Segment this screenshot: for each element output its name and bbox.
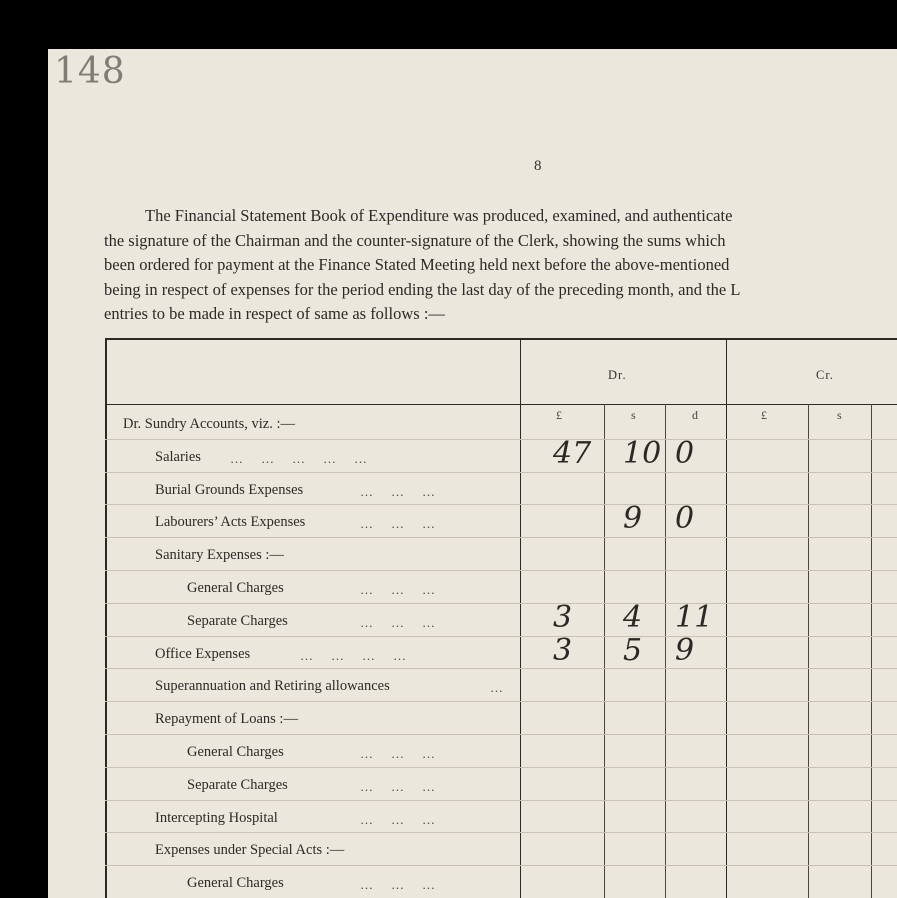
row-label: Salaries [155, 448, 201, 465]
row-label: Dr. Sundry Accounts, viz. :— [123, 416, 295, 432]
leader-dots: … … … … [300, 647, 407, 663]
dr-pence-rule [665, 404, 666, 898]
row-label: Labourers’ Acts Expenses [155, 514, 306, 531]
dr-column-rule [520, 338, 521, 898]
leader-dots: … … … [360, 877, 436, 893]
ruled-line [105, 570, 897, 571]
row-label: Intercepting Hospital [155, 809, 278, 826]
handwritten-pence: 0 [675, 501, 695, 537]
row-label: Office Expenses [155, 645, 251, 662]
page-number: 8 [534, 158, 542, 174]
ruled-line [105, 603, 897, 604]
row-label: Expenses under Special Acts :— [155, 842, 345, 859]
leader-dots: … … … [360, 582, 436, 597]
row-label: Superannuation and Retiring allowances [155, 678, 390, 695]
cr-shillings-rule [808, 404, 809, 898]
handwritten-pounds: 3 [553, 599, 573, 635]
paragraph-line: the signature of the Chairman and the counter-signature of the Clerk, showing the sums which [104, 230, 726, 250]
row-label: General Charges [187, 875, 284, 892]
ruled-line [105, 439, 897, 440]
row-label: Separate Charges [187, 612, 288, 629]
dr-header: Dr. [608, 368, 627, 382]
paragraph-line: entries to be made in respect of same as follows :— [104, 304, 445, 323]
ruled-line [105, 668, 897, 669]
ruled-line [105, 832, 897, 833]
ruled-line [105, 472, 897, 473]
cr-pence-rule [871, 404, 872, 898]
leader-dots: … … … [360, 778, 436, 794]
ruled-line [105, 636, 897, 637]
row-label: Burial Grounds Expenses [155, 481, 304, 498]
ruled-line [105, 800, 897, 801]
handwritten-shillings: 5 [623, 632, 643, 668]
ledger-page [48, 49, 897, 898]
cr-pounds-unit: £ [761, 408, 767, 422]
leader-dots: … … … [360, 614, 436, 630]
table-top-rule [105, 338, 897, 340]
dr-pounds-unit: £ [556, 408, 562, 422]
header-rule [105, 404, 897, 405]
handwritten-pence: 9 [675, 632, 695, 668]
cr-shillings-unit: s [837, 408, 842, 422]
row-label: General Charges [187, 580, 284, 596]
handwritten-shillings: 9 [623, 501, 643, 537]
leader-dots: … … … [360, 516, 436, 532]
leader-dots: … … … [360, 746, 436, 761]
dr-shillings-unit: s [631, 408, 636, 422]
ruled-line [105, 865, 897, 866]
handwritten-shillings: 4 [623, 599, 643, 635]
paragraph-line: been ordered for payment at the Finance Stated Meeting held next before the above-mentioned [104, 255, 730, 274]
handwritten-pence: 0 [675, 435, 695, 471]
ruled-line [105, 701, 897, 702]
leader-dots: … … … … … [230, 450, 368, 466]
ledger-table [105, 338, 897, 898]
dr-pence-unit: d [692, 408, 698, 422]
row-label: Sanitary Expenses :— [155, 547, 284, 564]
leader-dots: … … … [360, 811, 436, 827]
leader-dots: … [490, 680, 504, 696]
row-label: General Charges [187, 744, 284, 760]
paragraph-line: The Financial Statement Book of Expenditure was produced, examined, and authenticate [145, 206, 733, 225]
row-label: Separate Charges [187, 776, 288, 793]
handwritten-pounds: 3 [553, 632, 573, 668]
folio-number: 148 [54, 51, 126, 92]
paragraph-line: being in respect of expenses for the period ending the last day of the preceding month, and the L [104, 279, 741, 299]
left-rule [105, 338, 107, 898]
ruled-line [105, 767, 897, 768]
handwritten-pence: 11 [675, 599, 714, 635]
cr-column-rule [726, 338, 727, 898]
handwritten-shillings: 10 [623, 435, 662, 471]
cr-header: Cr. [816, 368, 834, 382]
row-label: Repayment of Loans :— [155, 711, 298, 728]
ruled-line [105, 504, 897, 505]
ruled-line [105, 537, 897, 538]
dr-shillings-rule [604, 404, 605, 898]
intro-paragraph [104, 204, 897, 327]
ruled-line [105, 734, 897, 735]
handwritten-pounds: 47 [553, 435, 592, 471]
leader-dots: … … … [360, 483, 436, 499]
